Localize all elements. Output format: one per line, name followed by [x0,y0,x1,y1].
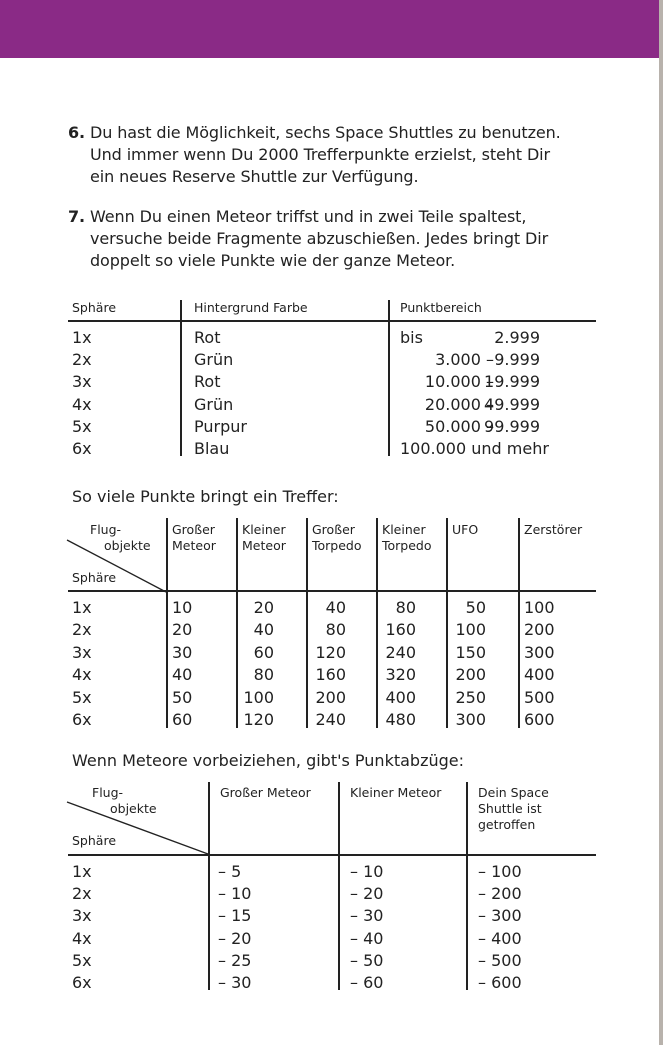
table1-cell-range-to: 19.999 [484,372,540,391]
table1-header-range: Punktbereich [400,300,482,315]
table2-corner-sphere: Sphäre [72,570,117,585]
table1-cell-sphere: 5x [72,417,92,436]
table1-cell-sphere: 6x [72,439,92,458]
table1-cell-color: Rot [194,372,221,391]
table1-cell-range-to: 9.999 [494,350,540,369]
table3-cell-value: – 400 [478,929,522,948]
table2-title: So viele Punkte bringt ein Treffer: [72,487,339,506]
table3-cell-value: – 60 [350,973,384,992]
table2-corner-label: objekte [104,538,151,553]
table2-corner-label: Flug- [90,522,122,537]
table1-cell-range-to: 2.999 [494,328,540,347]
table2-cell-value: 20 [172,620,193,639]
table1-header-color: Hintergrund Farbe [194,300,308,315]
table3-cell-sphere: 6x [72,973,92,992]
table2-header-label: Kleiner [382,522,426,537]
table3-cell-value: – 20 [218,929,252,948]
paragraph-line: ein neues Reserve Shuttle zur Verfügung. [90,167,419,186]
table2-cell-value: 50 [465,598,486,617]
paragraph-6 [68,122,648,188]
table3-cell-value: – 10 [218,884,252,903]
table2-cell-value: 80 [253,665,274,684]
table2-cell-value: 240 [385,643,416,662]
table2-cell-value: 100 [455,620,486,639]
table2-cell-value: 150 [455,643,486,662]
table1-cell-range-from: 10.000 – [424,372,494,391]
table3-cell-value: – 30 [350,906,384,925]
paragraph-number: 6. [68,123,86,142]
table1-cell-color: Blau [194,439,230,458]
table2-divider [166,518,168,728]
table2-header-label: Kleiner [242,522,286,537]
table2-header-label: Meteor [172,538,216,553]
table3-header-label: Großer Meteor [220,785,311,800]
paragraph-line: versuche beide Fragmente abzuschießen. Jedes bringt Dir [90,229,549,248]
table1-cell-sphere: 3x [72,372,92,391]
table2-cell-value: 40 [325,598,346,617]
table3-corner-label: objekte [110,801,157,816]
paragraph-7 [68,206,648,272]
table2-cell-sphere: 4x [72,665,92,684]
table1-cell-sphere: 1x [72,328,92,347]
table2-cell-value: 400 [385,688,416,707]
table2-cell-value: 30 [172,643,193,662]
table1-cell-color: Grün [194,350,234,369]
table1-cell-color: Purpur [194,417,247,436]
table3-cell-sphere: 2x [72,884,92,903]
table3-header-label: Shuttle ist [478,801,542,816]
table3-cell-sphere: 5x [72,951,92,970]
table2-header-label: Torpedo [312,538,362,553]
table1-cell-color: Grün [194,395,234,414]
table3-cell-sphere: 4x [72,929,92,948]
table1-header-rule [68,320,596,322]
paragraph-line: 7. Wenn Du einen Meteor triffst und in zwei Teile spaltest, [68,207,527,226]
table2-header-label: UFO [452,522,479,537]
table1-cell-range-to: 49.999 [484,395,540,414]
table2-cell-value: 160 [315,665,346,684]
table3-cell-value: – 15 [218,906,252,925]
table2-header-rule [68,590,596,592]
table2-cell-value: 60 [172,710,193,729]
table2-cell-value: 400 [524,665,555,684]
table3-cell-value: – 30 [218,973,252,992]
paragraph-line: doppelt so viele Punkte wie der ganze Meteor. [90,251,456,270]
table2-cell-sphere: 2x [72,620,92,639]
table2-cell-value: 40 [253,620,274,639]
table2-cell-value: 120 [315,643,346,662]
table3-header-rule [68,854,596,856]
table2-header-label: Zerstörer [524,522,583,537]
table3-header-label: getroffen [478,817,536,832]
table1-cell-range-from: 20.000 – [424,395,494,414]
table1-cell-range-from: 50.000 – [424,417,494,436]
table1-cell-sphere: 2x [72,350,92,369]
table2-header-label: Großer [312,522,355,537]
table3-diagonal-line [66,800,210,856]
paragraph-line: Und immer wenn Du 2000 Trefferpunkte erzielst, steht Dir [90,145,550,164]
table3-cell-sphere: 1x [72,862,92,881]
page-edge [659,0,663,1045]
table3-cell-value: – 500 [478,951,522,970]
table3-header-label: Dein Space [478,785,549,800]
table2-cell-value: 60 [253,643,274,662]
table3-divider [208,782,210,990]
table2-cell-value: 200 [455,665,486,684]
table3-divider [466,782,468,990]
table1-cell-range: 100.000 und mehr [400,439,549,458]
table3-cell-value: – 50 [350,951,384,970]
table3-title: Wenn Meteore vorbeiziehen, gibt's Punktabzüge: [72,751,464,770]
table1-cell-range-from: bis [400,328,423,347]
table2-cell-value: 480 [385,710,416,729]
table2-cell-value: 500 [524,688,555,707]
table2-cell-value: 100 [524,598,555,617]
table2-cell-sphere: 1x [72,598,92,617]
table3-cell-value: – 5 [218,862,242,881]
table2-cell-value: 20 [253,598,274,617]
table2-cell-sphere: 5x [72,688,92,707]
table3-cell-value: – 100 [478,862,522,881]
header-color-band [0,0,663,58]
table3-cell-value: – 10 [350,862,384,881]
table2-header-label: Großer [172,522,215,537]
table3-cell-value: – 300 [478,906,522,925]
table2-cell-value: 40 [172,665,193,684]
table3-divider [338,782,340,990]
table2-cell-value: 320 [385,665,416,684]
table2-header-label: Torpedo [382,538,432,553]
table1-cell-color: Rot [194,328,221,347]
table2-cell-sphere: 3x [72,643,92,662]
table3-cell-value: – 40 [350,929,384,948]
table2-cell-value: 10 [172,598,193,617]
paragraph-number: 7. [68,207,86,226]
table1-header-sphere: Sphäre [72,300,117,315]
table2-cell-value: 80 [395,598,416,617]
table2-cell-value: 600 [524,710,555,729]
table3-cell-sphere: 3x [72,906,92,925]
table2-cell-value: 200 [524,620,555,639]
paragraph-line: 6. Du hast die Möglichkeit, sechs Space Shuttles zu benutzen. [68,123,561,142]
table2-cell-value: 50 [172,688,193,707]
table3-corner-sphere: Sphäre [72,833,117,848]
table3-cell-value: – 200 [478,884,522,903]
table2-cell-value: 120 [243,710,274,729]
table2-cell-sphere: 6x [72,710,92,729]
table2-header-label: Meteor [242,538,286,553]
table1-cell-range-from: 3.000 – [435,350,494,369]
table3-cell-value: – 25 [218,951,252,970]
table3-cell-value: – 20 [350,884,384,903]
table2-divider [518,518,520,728]
table3-cell-value: – 600 [478,973,522,992]
table2-cell-value: 200 [315,688,346,707]
table2-cell-value: 240 [315,710,346,729]
table2-cell-value: 300 [455,710,486,729]
table2-diagonal-line [66,538,168,594]
table1-cell-sphere: 4x [72,395,92,414]
table2-cell-value: 250 [455,688,486,707]
table2-cell-value: 160 [385,620,416,639]
table2-cell-value: 80 [325,620,346,639]
table3-header-label: Kleiner Meteor [350,785,442,800]
table1-divider [180,300,182,456]
table1-cell-range-to: 99.999 [484,417,540,436]
table3-corner-label: Flug- [92,785,124,800]
table2-cell-value: 300 [524,643,555,662]
table2-cell-value: 100 [243,688,274,707]
